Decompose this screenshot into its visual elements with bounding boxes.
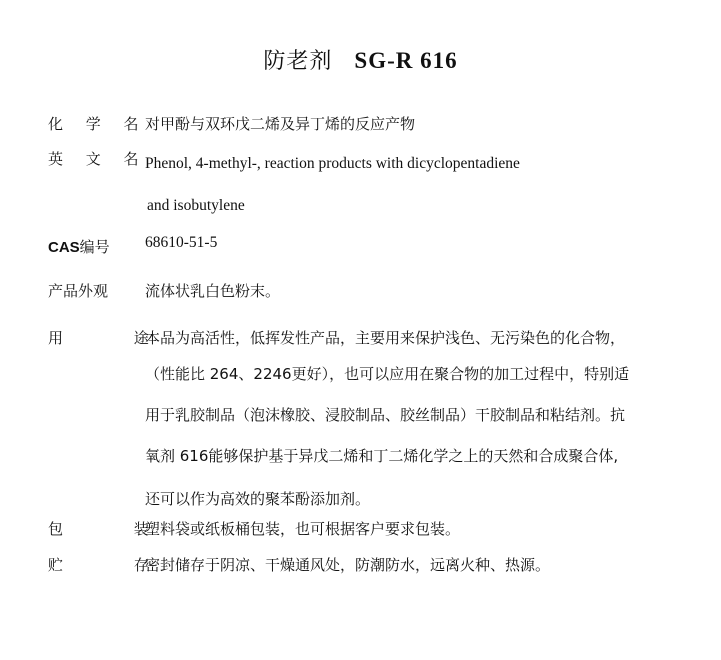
- usage-label: 用 途: [48, 329, 182, 347]
- cas-label-suffix: 编号: [79, 238, 110, 256]
- cas-value: 68610-51-5: [145, 234, 218, 251]
- title-product-code: SG-R 616: [354, 48, 458, 73]
- usage-line: 氧剂 616能够保护基于异戊二烯和丁二烯化学之上的天然和合成聚合体,: [145, 447, 619, 465]
- usage-line: 本品为高活性，低挥发性产品，主要用来保护浅色、无污染色的化合物，: [145, 329, 626, 347]
- chem-name-label: 化 学 名: [48, 115, 148, 133]
- chem-name-value: 对甲酚与双环戊二烯及异丁烯的反应产物: [145, 115, 416, 133]
- cas-label-prefix: CAS: [48, 239, 80, 256]
- document-title: [0, 44, 721, 75]
- storage-label: 贮 存: [48, 556, 182, 574]
- appearance-value: 流体状乳白色粉末。: [145, 282, 281, 300]
- en-name-value-line2: and isobutylene: [147, 197, 245, 214]
- en-name-label: 英 文 名: [48, 150, 148, 168]
- cas-label: [48, 236, 110, 257]
- usage-line: 用于乳胶制品（泡沫橡胶、浸胶制品、胶丝制品）干胶制品和粘结剂。抗: [145, 406, 626, 424]
- usage-line: 还可以作为高效的聚苯酚添加剂。: [145, 490, 371, 508]
- appearance-label: 产品外观: [48, 282, 109, 300]
- title-chinese: 防老剂: [263, 49, 333, 74]
- en-name-value-line1: Phenol, 4-methyl-, reaction products with dicyclopentadiene: [145, 155, 520, 172]
- storage-value: 密封储存于阴凉、干燥通风处，防潮防水，远离火种、热源。: [145, 556, 551, 574]
- packing-value: 塑料袋或纸板桶包装，也可根据客户要求包装。: [145, 520, 461, 538]
- packing-label: 包 装: [48, 520, 182, 538]
- usage-line: （性能比 264、2246更好），也可以应用在聚合物的加工过程中，特别适: [145, 365, 630, 383]
